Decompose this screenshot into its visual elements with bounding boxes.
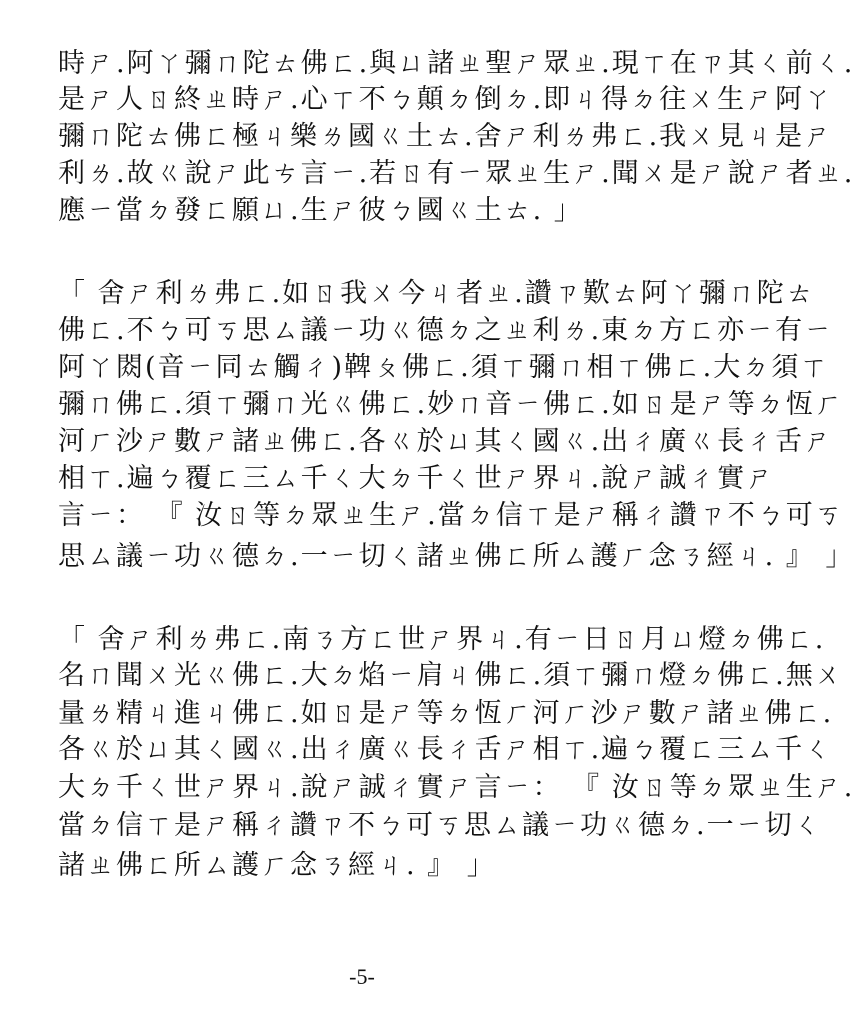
text-line: 言ㄧ： 『 汝ㄖ等ㄉ眾ㄓ生ㄕ.當ㄉ信ㄒ是ㄕ稱ㄔ讚ㄗ不ㄅ可ㄎ (58, 500, 844, 531)
text-line: 阿ㄚ閦(音ㄧ同ㄊ觸ㄔ)鞞ㄆ佛ㄈ.須ㄒ彌ㄇ相ㄒ佛ㄈ.大ㄉ須ㄒ (58, 352, 830, 383)
text-line: 應ㄧ當ㄉ發ㄈ願ㄩ.生ㄕ彼ㄅ國ㄍ土ㄊ. 」 (58, 195, 583, 226)
text-line: 「 舍ㄕ利ㄌ弗ㄈ.如ㄖ我ㄨ今ㄐ者ㄓ.讚ㄗ歎ㄊ阿ㄚ彌ㄇ陀ㄊ (58, 278, 815, 309)
text-line: 「 舍ㄕ利ㄌ弗ㄈ.南ㄋ方ㄈ世ㄕ界ㄐ.有ㄧ日ㄖ月ㄩ燈ㄉ佛ㄈ. (58, 624, 826, 655)
text-line: 河ㄏ沙ㄕ數ㄕ諸ㄓ佛ㄈ.各ㄍ於ㄩ其ㄑ國ㄍ.出ㄔ廣ㄍ長ㄔ舌ㄕ (58, 426, 834, 457)
text-line: 名ㄇ聞ㄨ光ㄍ佛ㄈ.大ㄉ焰ㄧ肩ㄐ佛ㄈ.須ㄒ彌ㄇ燈ㄉ佛ㄈ.無ㄨ (58, 660, 844, 691)
text-line: 利ㄌ.故ㄍ說ㄕ此ㄘ言ㄧ.若ㄖ有ㄧ眾ㄓ生ㄕ.聞ㄨ是ㄕ說ㄕ者ㄓ. (58, 158, 854, 189)
text-line: 諸ㄓ佛ㄈ所ㄙ護ㄏ念ㄋ經ㄐ. 』 」 (58, 850, 496, 881)
text-line: 佛ㄈ.不ㄅ可ㄎ思ㄙ議ㄧ功ㄍ德ㄉ之ㄓ利ㄌ.東ㄉ方ㄈ亦ㄧ有ㄧ (58, 315, 834, 346)
text-line: 時ㄕ.阿ㄚ彌ㄇ陀ㄊ佛ㄈ.與ㄩ諸ㄓ聖ㄕ眾ㄓ.現ㄒ在ㄗ其ㄑ前ㄑ. (58, 48, 854, 79)
text-line: 思ㄙ議ㄧ功ㄍ德ㄉ.一ㄧ切ㄑ諸ㄓ佛ㄈ所ㄙ護ㄏ念ㄋ經ㄐ. 』 」 (58, 541, 854, 572)
text-line: 彌ㄇ佛ㄈ.須ㄒ彌ㄇ光ㄍ佛ㄈ.妙ㄇ音ㄧ佛ㄈ.如ㄖ是ㄕ等ㄉ恆ㄏ (58, 389, 844, 420)
text-line: 量ㄌ精ㄐ進ㄐ佛ㄈ.如ㄖ是ㄕ等ㄉ恆ㄏ河ㄏ沙ㄕ數ㄕ諸ㄓ佛ㄈ. (58, 698, 834, 729)
text-line: 各ㄍ於ㄩ其ㄑ國ㄍ.出ㄔ廣ㄍ長ㄔ舌ㄕ相ㄒ.遍ㄅ覆ㄈ三ㄙ千ㄑ (58, 734, 834, 765)
text-line: 當ㄉ信ㄒ是ㄕ稱ㄔ讚ㄗ不ㄅ可ㄎ思ㄙ議ㄧ功ㄍ德ㄉ.一ㄧ切ㄑ (58, 810, 823, 841)
text-line: 相ㄒ.遍ㄅ覆ㄈ三ㄙ千ㄑ大ㄉ千ㄑ世ㄕ界ㄐ.說ㄕ誠ㄔ實ㄕ (58, 463, 776, 494)
page-number: -5- (349, 964, 375, 989)
text-line: 彌ㄇ陀ㄊ佛ㄈ極ㄐ樂ㄌ國ㄍ土ㄊ.舍ㄕ利ㄌ弗ㄈ.我ㄨ見ㄐ是ㄕ (58, 121, 834, 152)
text-line: 大ㄉ千ㄑ世ㄕ界ㄐ.說ㄕ誠ㄔ實ㄕ言ㄧ： 『 汝ㄖ等ㄉ眾ㄓ生ㄕ. (58, 772, 854, 803)
text-line: 是ㄕ人ㄖ終ㄓ時ㄕ.心ㄒ不ㄅ顛ㄉ倒ㄉ.即ㄐ得ㄉ往ㄨ生ㄕ阿ㄚ (58, 84, 834, 115)
